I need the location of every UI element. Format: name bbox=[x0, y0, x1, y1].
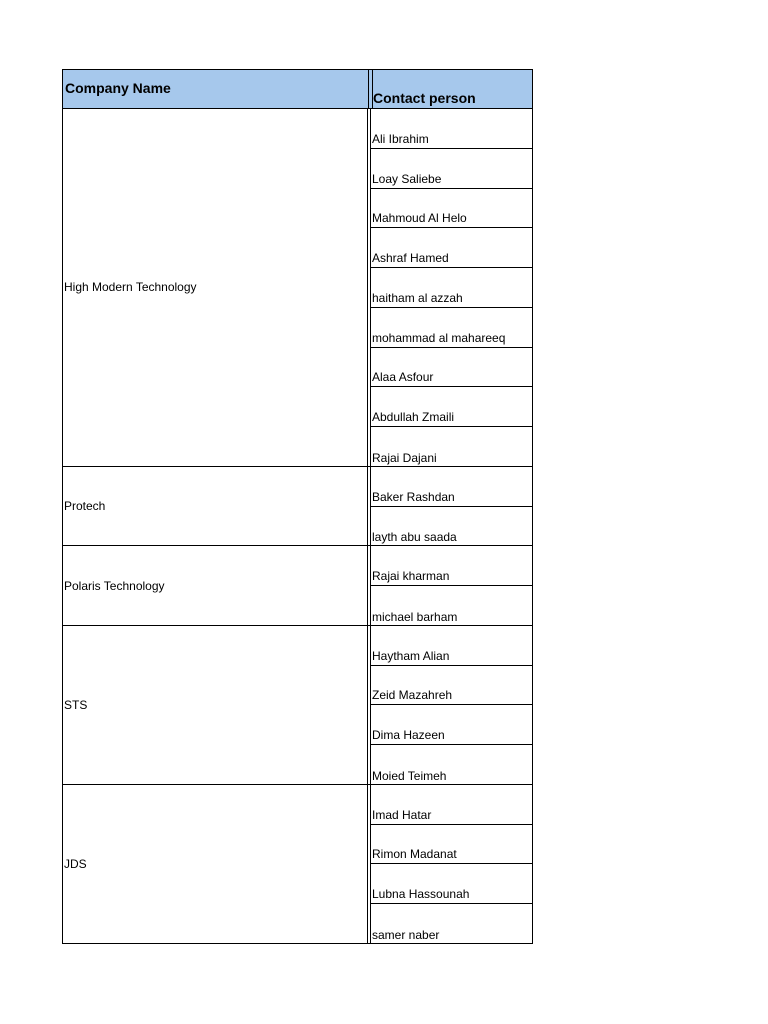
contact-person-name: Rajai kharman bbox=[372, 569, 450, 583]
contact-cell bbox=[371, 785, 532, 825]
company-name-header: Company Name bbox=[65, 80, 171, 96]
company-cell bbox=[63, 467, 368, 546]
contact-cell bbox=[371, 149, 532, 189]
contact-cell bbox=[371, 348, 532, 388]
contact-cell bbox=[371, 904, 532, 944]
contacts-column bbox=[371, 626, 532, 784]
company-cell bbox=[63, 546, 368, 625]
contact-cell bbox=[371, 427, 532, 467]
contact-cell bbox=[371, 387, 532, 427]
contact-person-name: Dima Hazeen bbox=[372, 728, 445, 742]
contact-person-name: michael barham bbox=[372, 609, 458, 624]
contact-cell bbox=[371, 586, 532, 626]
contact-person-name: Rajai Dajani bbox=[372, 450, 437, 465]
contact-cell bbox=[371, 825, 532, 865]
company-group bbox=[62, 467, 533, 547]
contact-person-header: Contact person bbox=[373, 90, 476, 106]
contact-person-name: Moied Teimeh bbox=[372, 768, 447, 783]
contact-person-name: Alaa Asfour bbox=[372, 370, 434, 385]
contact-person-name: Mahmoud Al Helo bbox=[372, 211, 467, 226]
contact-cell bbox=[371, 705, 532, 745]
contact-cell bbox=[371, 626, 532, 666]
contact-person-name: haitham al azzah bbox=[372, 290, 463, 305]
contact-cell bbox=[371, 864, 532, 904]
contact-cell bbox=[371, 745, 532, 785]
contact-cell bbox=[371, 467, 532, 507]
contacts-column bbox=[371, 467, 532, 546]
contact-person-name: Haytham Alian bbox=[372, 648, 450, 663]
contact-cell bbox=[371, 308, 532, 348]
company-group bbox=[62, 546, 533, 626]
company-name: Protech bbox=[64, 499, 106, 513]
contact-person-name: Imad Hatar bbox=[372, 807, 432, 822]
contact-cell bbox=[371, 507, 532, 547]
contacts-column bbox=[371, 785, 532, 943]
company-name: Polaris Technology bbox=[64, 578, 165, 593]
contact-person-name: mohammad al mahareeq bbox=[372, 330, 506, 345]
contact-cell bbox=[371, 268, 532, 308]
contact-person-name: Baker Rashdan bbox=[372, 489, 455, 504]
company-name: JDS bbox=[64, 856, 87, 871]
company-group bbox=[62, 626, 533, 785]
company-group bbox=[62, 109, 533, 467]
company-cell bbox=[63, 109, 368, 466]
contacts-table bbox=[62, 69, 533, 944]
contacts-column bbox=[371, 546, 532, 625]
contact-person-name: samer naber bbox=[372, 927, 440, 942]
contact-cell bbox=[371, 666, 532, 706]
table-body bbox=[62, 109, 533, 944]
contact-person-name: Abdullah Zmaili bbox=[372, 410, 455, 424]
contact-person-name: layth abu saada bbox=[372, 530, 457, 545]
contact-cell bbox=[371, 109, 532, 149]
contact-person-name: Ashraf Hamed bbox=[372, 251, 449, 265]
company-cell bbox=[63, 626, 368, 784]
contact-cell bbox=[371, 546, 532, 586]
contacts-column bbox=[371, 109, 532, 466]
company-name: STS bbox=[64, 697, 88, 712]
table-header-row bbox=[62, 69, 533, 109]
contact-person-name: Loay Saliebe bbox=[372, 171, 442, 186]
contact-cell bbox=[371, 189, 532, 229]
company-name: High Modern Technology bbox=[64, 280, 197, 295]
contact-person-name: Rimon Madanat bbox=[372, 847, 457, 862]
contact-cell bbox=[371, 228, 532, 268]
contact-person-name: Zeid Mazahreh bbox=[372, 688, 453, 703]
company-group bbox=[62, 785, 533, 944]
contact-person-name: Lubna Hassounah bbox=[372, 887, 470, 901]
company-cell bbox=[63, 785, 368, 943]
contact-person-name: Ali Ibrahim bbox=[372, 131, 429, 146]
